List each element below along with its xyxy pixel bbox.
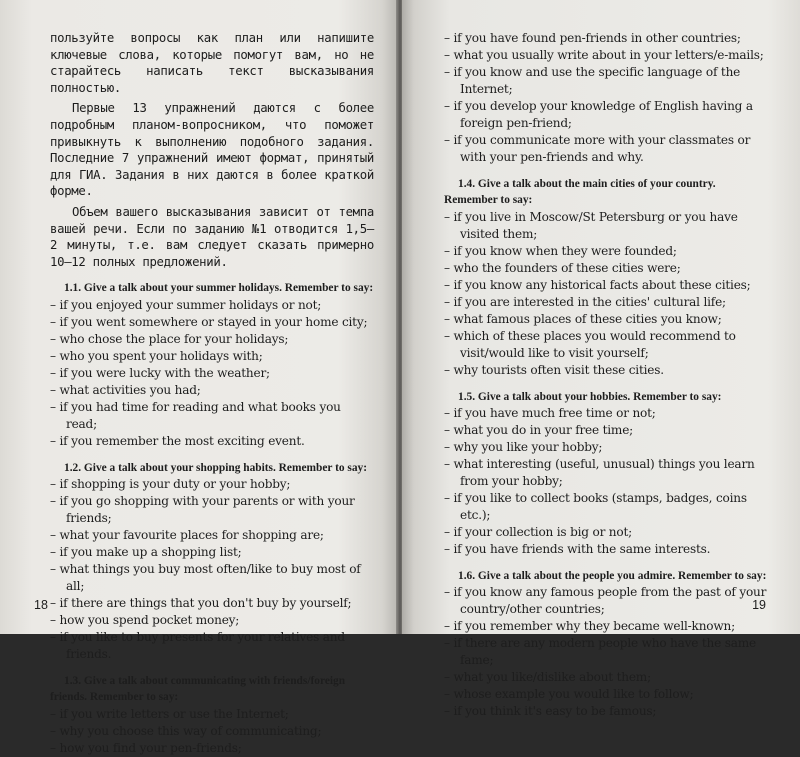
section-heading: 1.5. Give a talk about your hobbies. Remember to say: [458,390,722,403]
list-item: – if your collection is big or not; [444,524,632,539]
list-item: – whose example you would like to follow; [444,687,694,702]
list-item: – how you spend pocket money; [50,612,240,627]
item-list [444,209,770,379]
list-item: – if you communicate more with your classmates or with your pen-friends and why. [444,133,751,164]
list-item: – why you choose this way of communicating; [50,723,322,738]
section-1-5 [444,389,770,558]
item-list [444,584,770,720]
list-item: – if you like to buy presents for your relatives and friends. [50,629,345,661]
list-item: – what things you buy most often/like to buy most of all; [50,561,361,593]
list-item: – if you go shopping with your parents or with your friends; [50,493,355,525]
list-item: – what you do in your free time; [444,422,634,437]
list-item: – if you know when they were founded; [444,243,677,258]
list-item: – if you think it's easy to be famous; [444,704,657,719]
section-1-3 [50,673,374,757]
section-1-6 [444,568,770,720]
list-item: – if you have much free time or not; [444,405,656,420]
list-item: – if you know any historical facts about these cities; [444,277,751,292]
list-item: – if you remember the most exciting event. [50,433,305,448]
section-1-4 [444,176,770,379]
list-item: – if you live in Moscow/St Petersburg or you have visited them; [444,209,738,241]
section-1-2 [50,460,374,663]
list-item: – if you write letters or use the Internet; [50,706,289,721]
list-item: – if there are any modern people who have the same fame; [444,636,756,668]
section-heading: 1.3. Give a talk about communicating with friends/foreign friends. Remember to say: [50,674,346,704]
left-page [0,0,398,755]
list-item: – if you have friends with the same interests. [444,541,711,556]
list-item: – if you had time for reading and what books you read; [50,399,341,431]
item-list [50,476,374,663]
list-item: – what your favourite places for shopping are; [50,527,324,542]
list-item: – what activities you had; [50,382,201,397]
list-item: – how you find your pen-friends; [50,740,242,755]
list-item: – if you have found pen-friends in other countries; [444,31,741,45]
item-list [50,706,374,757]
item-list [50,297,374,450]
list-item: – if you develop your knowledge of English having a foreign pen-friend; [444,99,753,130]
page-number: 19 [752,598,766,612]
list-item: – if you were lucky with the weather; [50,365,270,380]
ru-paragraph: Объем вашего высказывания зависит от темпа вашей речи. Если по заданию №1 отводится 1,5—2 минуты, т.е. вам следует сказать примерно 10—12 полных предложений. [50,204,374,269]
list-item: – if you are interested in the cities' cultural life; [444,294,726,309]
list-item: – what interesting (useful, unusual) things you learn from your hobby; [444,456,755,488]
list-item: – who you spent your holidays with; [50,348,263,363]
list-item: – if shopping is your duty or your hobby; [50,476,291,491]
list-item: – what famous places of these cities you know; [444,311,722,326]
list-item: – what you usually write about in your letters/e-mails; [444,48,764,62]
ru-paragraph: пользуйте вопросы как план или напишите ключевые слова, которые помогут вам, но не старайтесь написать текст высказывания полностью. [50,31,374,95]
list-item: – if there are things that you don't buy by yourself; [50,595,352,610]
list-item: – why tourists often visit these cities. [444,362,664,377]
section-heading: 1.6. Give a talk about the people you admire. Remember to say: [458,569,767,582]
ru-paragraph: Первые 13 упражнений даются с более подробным планом-вопросником, что поможет привыкнуть к выполнению подобного задания. Последние 7 упражнений имеют формат, принятый для ГИА. Задания в них даются в более краткой форме. [50,101,374,199]
list-item: – what you like/dislike about them; [444,670,651,685]
list-item: – if you enjoyed your summer holidays or not; [50,297,322,312]
section-heading: 1.1. Give a talk about your summer holidays. Remember to say: [64,282,374,295]
page-number: 18 [34,598,48,612]
list-item: – if you know and use the specific language of the Internet; [444,65,741,96]
list-item: – if you make up a shopping list; [50,544,242,559]
list-item: – who chose the place for your holidays; [50,331,289,346]
section-heading: 1.4. Give a talk about the main cities of your country. Remember to say: [444,178,716,207]
list-item: – if you remember why they became well-known; [444,619,735,634]
list-item: – why you like your hobby; [444,439,603,454]
section-heading: 1.2. Give a talk about your shopping habits. Remember to say: [64,461,368,474]
list-item: – which of these places you would recommend to visit/would like to visit yourself; [444,328,736,360]
right-page [402,0,800,719]
section-1-1 [50,280,374,449]
continued-item-list [444,30,770,166]
list-item: – if you like to collect books (stamps, badges, coins etc.); [444,490,747,522]
item-list [444,405,770,558]
list-item: – who the founders of these cities were; [444,260,681,275]
list-item: – if you went somewhere or stayed in your home city; [50,314,368,329]
list-item: – if you know any famous people from the past of your country/other countries; [444,585,767,617]
